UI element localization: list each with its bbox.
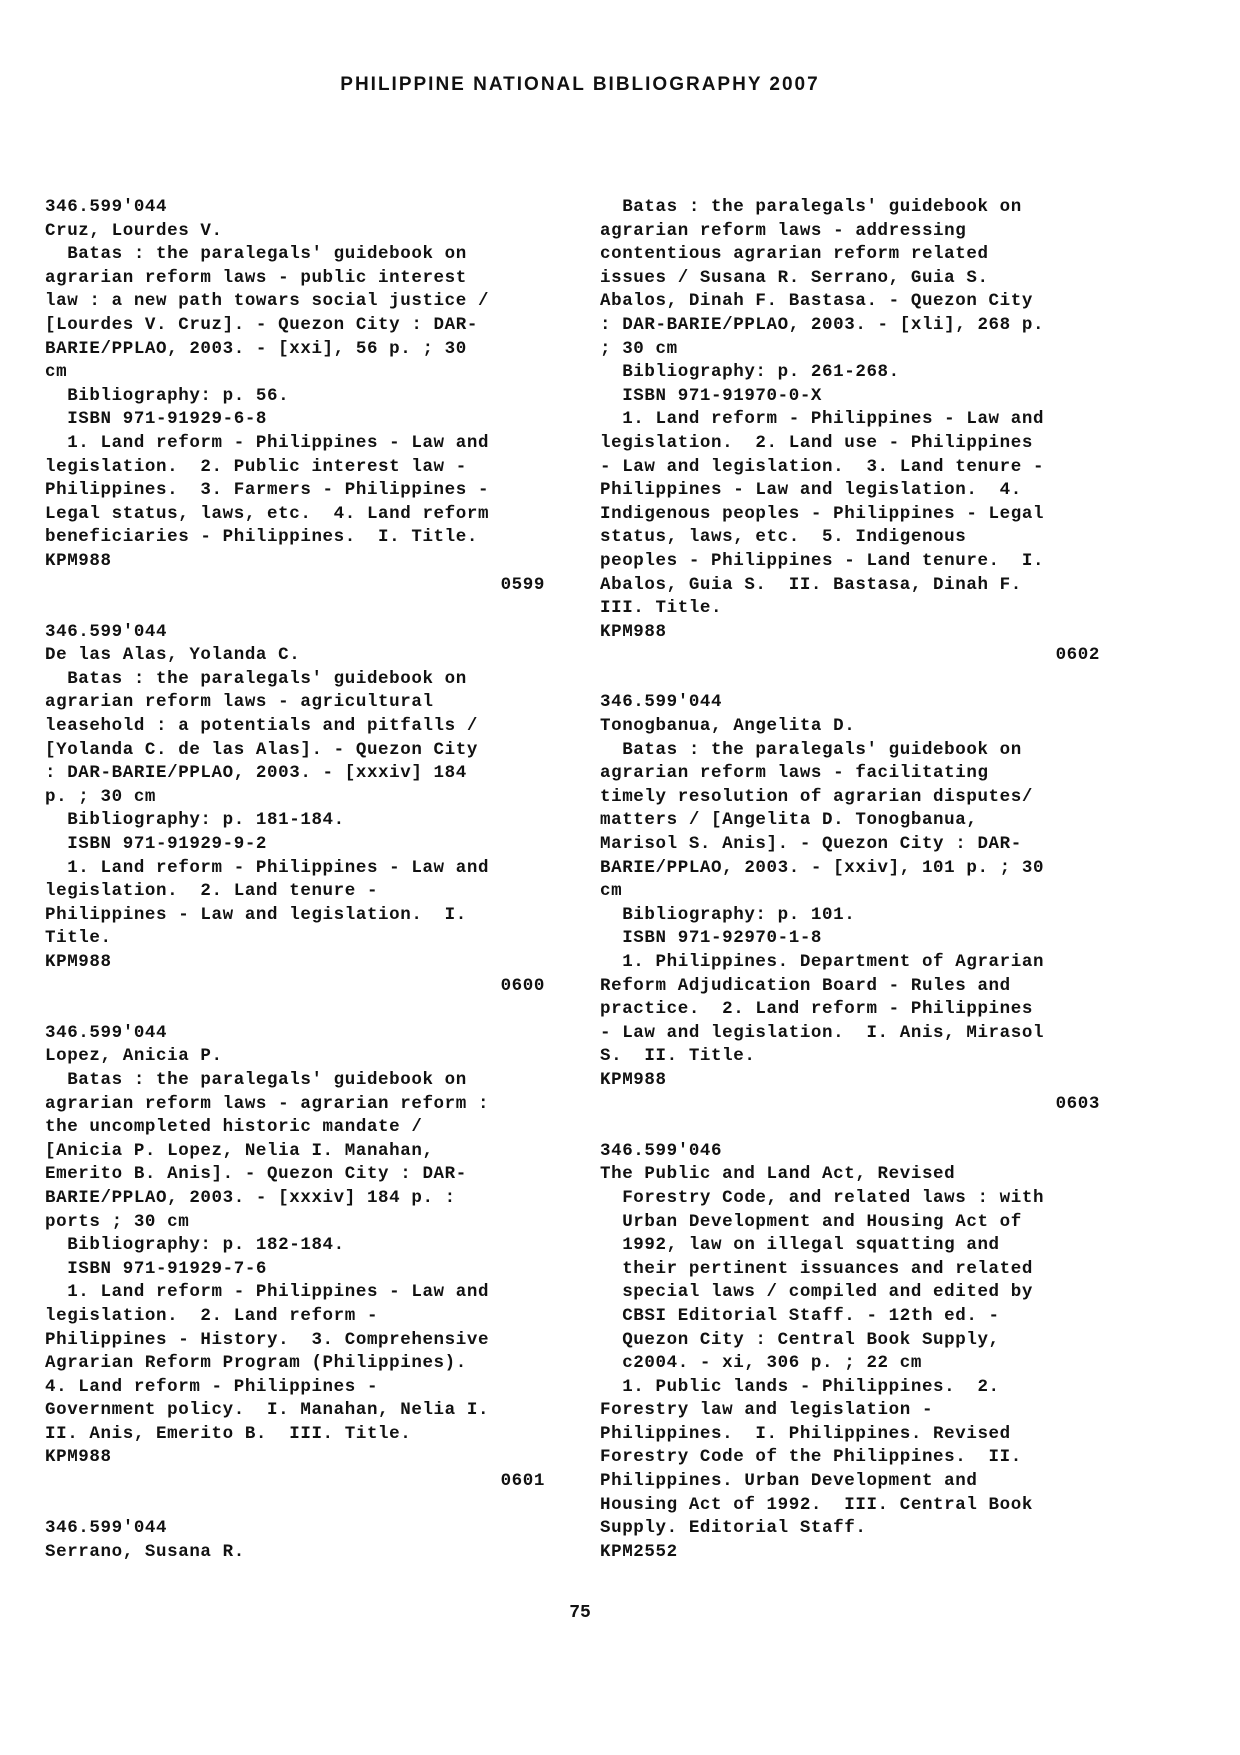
entry-line: agrarian reform laws - public interest [45, 267, 467, 288]
entry-line: BARIE/PPLAO, 2003. - [xxxiv] 184 p. : [45, 1187, 456, 1208]
entry-line: peoples - Philippines - Land tenure. I. [600, 550, 1045, 571]
entry-line: ISBN 971-91929-6-8 [45, 409, 268, 430]
entry-line: Philippines - History. 3. Comprehensive [45, 1329, 490, 1350]
entry-line: cm [600, 881, 623, 902]
entry-line: KPM2552 [600, 1541, 678, 1562]
entry-line: Forestry law and legislation - [600, 1400, 934, 1421]
entry-line: 346.599'044 [45, 1518, 168, 1539]
entry-line: status, laws, etc. 5. Indigenous [600, 527, 967, 548]
entry-line: Supply. Editorial Staff. [600, 1518, 867, 1539]
entry-line: Tonogbanua, Angelita D. [600, 716, 856, 737]
entry-number: 0600 [500, 975, 545, 996]
entry-line: [Lourdes V. Cruz]. - Quezon City : DAR- [45, 314, 478, 335]
entry-number: 0603 [1055, 1093, 1100, 1114]
entry-line: Philippines. Urban Development and [600, 1471, 978, 1492]
entry-line: De las Alas, Yolanda C. [45, 645, 301, 666]
entry-line: Marisol S. Anis]. - Quezon City : DAR- [600, 834, 1022, 855]
bibliography-entry [600, 1140, 1100, 1565]
entry-line: agrarian reform laws - facilitating [600, 763, 989, 784]
entry-line: p. ; 30 cm [45, 786, 157, 807]
entry-line: BARIE/PPLAO, 2003. - [xxiv], 101 p. ; 30 [600, 857, 1045, 878]
entry-line: Agrarian Reform Program (Philippines). [45, 1353, 467, 1374]
entry-line: ports ; 30 cm [45, 1211, 190, 1232]
entry-line: CBSI Editorial Staff. - 12th ed. - [600, 1305, 1000, 1326]
entry-line: issues / Susana R. Serrano, Guia S. [600, 267, 989, 288]
bibliography-entry [45, 1517, 545, 1564]
entry-line: their pertinent issuances and related [600, 1258, 1033, 1279]
entry-line: Reform Adjudication Board - Rules and [600, 975, 1011, 996]
entry-line: special laws / compiled and edited by [600, 1282, 1033, 1303]
entry-line: 346.599'044 [45, 197, 168, 217]
entry-line: S. II. Title. [600, 1046, 756, 1067]
entry-line: Abalos, Guia S. II. Bastasa, Dinah F. [600, 574, 1022, 595]
entry-line: Cruz, Lourdes V. [45, 220, 223, 241]
entry-line: : DAR-BARIE/PPLAO, 2003. - [xli], 268 p. [600, 314, 1045, 335]
entry-line: Emerito B. Anis]. - Quezon City : DAR- [45, 1164, 467, 1185]
bibliography-entry [45, 621, 545, 999]
entry-line: ISBN 971-91970-0-X [600, 385, 823, 406]
entry-line: Quezon City : Central Book Supply, [600, 1329, 1000, 1350]
entry-line: agrarian reform laws - addressing [600, 220, 967, 241]
entry-line: 1. Philippines. Department of Agrarian [600, 952, 1045, 972]
entry-number: 0599 [500, 574, 545, 595]
entry-line: matters / [Angelita D. Tonogbanua, [600, 810, 978, 831]
entry-line: 1. Land reform - Philippines - Law and [45, 857, 490, 878]
entry-line: timely resolution of agrarian disputes/ [600, 786, 1033, 807]
entry-line: Bibliography: p. 182-184. [45, 1235, 345, 1256]
entry-line: Forestry Code, and related laws : with [600, 1187, 1045, 1208]
entry-line: KPM988 [600, 1069, 667, 1090]
entry-line: Urban Development and Housing Act of [600, 1211, 1022, 1232]
entry-line: agrarian reform laws - agrarian reform : [45, 1093, 490, 1114]
entry-line: Bibliography: p. 56. [45, 385, 290, 406]
entry-line: Government policy. I. Manahan, Nelia I. [45, 1400, 490, 1421]
page-number: 75 [569, 1603, 591, 1623]
entry-line: Lopez, Anicia P. [45, 1046, 223, 1067]
entry-line: Batas : the paralegals' guidebook on [45, 668, 467, 689]
entry-line: ISBN 971-91929-9-2 [45, 834, 268, 855]
entry-line: [Yolanda C. de las Alas]. - Quezon City [45, 739, 478, 760]
entry-line: Serrano, Susana R. [45, 1541, 245, 1562]
entry-line: Bibliography: p. 181-184. [45, 810, 345, 831]
entry-line: KPM988 [45, 550, 112, 571]
entry-line: III. Title. [600, 598, 723, 619]
entry-line: Philippines. 3. Farmers - Philippines - [45, 480, 490, 501]
entry-line: agrarian reform laws - agricultural [45, 692, 434, 713]
entry-line: the uncompleted historic mandate / [45, 1117, 423, 1138]
entry-line: 346.599'044 [45, 1022, 168, 1043]
entry-line: Indigenous peoples - Philippines - Legal [600, 503, 1045, 524]
entry-line: legislation. 2. Land reform - [45, 1305, 379, 1326]
entry-line: BARIE/PPLAO, 2003. - [xxi], 56 p. ; 30 [45, 338, 467, 359]
entry-line: Legal status, laws, etc. 4. Land reform [45, 503, 490, 524]
entry-line: legislation. 2. Public interest law - [45, 456, 467, 477]
right-column [600, 196, 1100, 1588]
entry-line: ISBN 971-91929-7-6 [45, 1258, 268, 1279]
entry-line: 1. Land reform - Philippines - Law and [45, 1282, 490, 1303]
entry-line: 1. Land reform - Philippines - Law and [45, 432, 490, 453]
entry-line: 346.599'044 [45, 621, 168, 642]
entry-line: contentious agrarian reform related [600, 244, 989, 265]
entry-line: Philippines. I. Philippines. Revised [600, 1423, 1011, 1444]
entry-line: 1. Public lands - Philippines. 2. [600, 1376, 1000, 1397]
entry-number: 0601 [500, 1471, 545, 1492]
entry-line: : DAR-BARIE/PPLAO, 2003. - [xxxiv] 184 [45, 763, 467, 784]
entry-line: Bibliography: p. 101. [600, 904, 856, 925]
entry-line: c2004. - xi, 306 p. ; 22 cm [600, 1353, 922, 1374]
entry-line: Philippines - Law and legislation. I. [45, 904, 467, 925]
entry-line: KPM988 [45, 952, 112, 972]
bibliography-entry [600, 196, 1100, 668]
entry-line: Title. [45, 928, 112, 949]
entry-line: Batas : the paralegals' guidebook on [45, 1069, 467, 1090]
entry-line: beneficiaries - Philippines. I. Title. [45, 527, 478, 548]
entry-line: legislation. 2. Land use - Philippines [600, 432, 1033, 453]
entry-line: ISBN 971-92970-1-8 [600, 928, 823, 949]
entry-line: 1. Land reform - Philippines - Law and [600, 409, 1045, 430]
entry-line: cm [45, 362, 68, 383]
entry-line: Philippines - Law and legislation. 4. [600, 480, 1022, 501]
entry-line: Abalos, Dinah F. Bastasa. - Quezon City [600, 291, 1033, 312]
entry-line: - Law and legislation. 3. Land tenure - [600, 456, 1045, 477]
entry-line: Batas : the paralegals' guidebook on [45, 244, 467, 265]
entry-line: 4. Land reform - Philippines - [45, 1376, 379, 1397]
bibliography-entry [45, 196, 545, 597]
entry-line: legislation. 2. Land tenure - [45, 881, 379, 902]
page-header: PHILIPPINE NATIONAL BIBLIOGRAPHY 2007 [340, 74, 820, 95]
entry-line: - Law and legislation. I. Anis, Mirasol [600, 1022, 1045, 1043]
entry-line: Batas : the paralegals' guidebook on [600, 739, 1022, 760]
entry-line: Forestry Code of the Philippines. II. [600, 1447, 1022, 1468]
bibliography-entry [45, 1022, 545, 1494]
entry-line: [Anicia P. Lopez, Nelia I. Manahan, [45, 1140, 434, 1161]
entry-line: Bibliography: p. 261-268. [600, 362, 900, 383]
entry-line: ; 30 cm [600, 338, 678, 359]
bibliography-entry [600, 691, 1100, 1116]
entry-line: KPM988 [600, 621, 667, 642]
entry-line: Housing Act of 1992. III. Central Book [600, 1494, 1033, 1515]
entry-line: 1992, law on illegal squatting and [600, 1235, 1000, 1256]
entry-line: law : a new path towars social justice / [45, 291, 490, 312]
entry-line: The Public and Land Act, Revised [600, 1164, 956, 1185]
entry-line: II. Anis, Emerito B. III. Title. [45, 1423, 412, 1444]
entry-line: 346.599'044 [600, 692, 723, 713]
entry-line: 346.599'046 [600, 1140, 723, 1161]
entry-number: 0602 [1055, 645, 1100, 666]
entry-line: leasehold : a potentials and pitfalls / [45, 716, 478, 737]
entry-line: KPM988 [45, 1447, 112, 1468]
left-column [45, 196, 545, 1588]
entry-line: Batas : the paralegals' guidebook on [600, 197, 1022, 217]
entry-line: practice. 2. Land reform - Philippines [600, 999, 1033, 1020]
